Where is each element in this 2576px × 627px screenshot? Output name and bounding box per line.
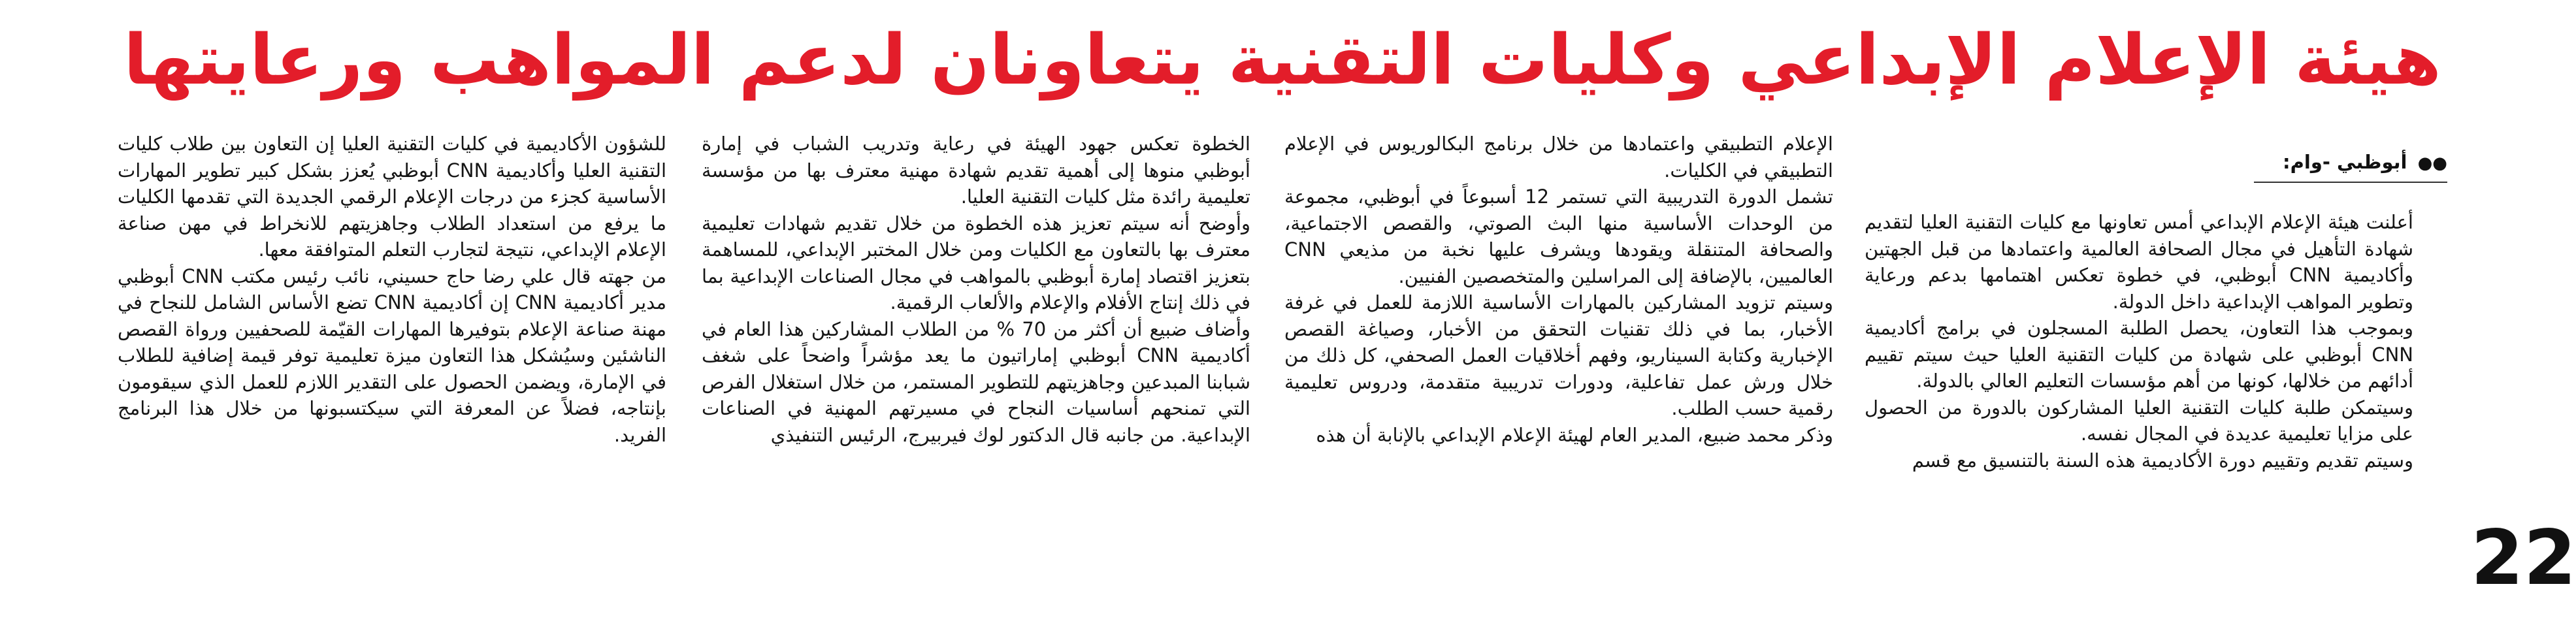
article-column-1 — [1865, 209, 2413, 627]
page-number: 22 — [2471, 514, 2576, 602]
paragraph: وسيتم تقديم وتقييم دورة الأكاديمية هذه السنة بالتنسيق مع قسم — [1912, 449, 2413, 472]
paragraph: وأضاف ضبيع أن أكثر من 70 % من الطلاب المشاركين هذا العام في أكاديمية CNN أبوظبي إماراتيون ما يعد مؤشراً واضحاً على شغف شبابنا المبدعين وجاهزيتهم للتطوير المستمر، من خلال استغلال الفرص التي تمنحهم أساسيات النجاح في مسيرتهم المهنية في الصناعات الإبداعية. من جانبه قال الدكتور لوك فيربيرج، الرئيس التنفيذي — [702, 317, 1250, 446]
article-column-3 — [702, 131, 1250, 549]
paragraph: وسيتم تزويد المشاركين بالمهارات الأساسية اللازمة للعمل في غرفة الأخبار، بما في ذلك تقنيات التحقق من الأخبار، وصياغة القصص الإخبارية وكتابة السيناريو، وفهم أخلاقيات العمل الصحفي، كل ذلك من خلال ورش عمل تفاعلية، ودورات تدريبية متقدمة، ودروس تعليمية رقمية حسب الطلب. — [1284, 291, 1833, 419]
article-column-4 — [118, 131, 666, 549]
paragraph: للشؤون الأكاديمية في كليات التقنية العليا إن التعاون بين طلاب كليات التقنية العليا وأكاديمية CNN أبوظبي يُعزز بشكل كبير تطوير المهارات الأساسية كجزء من درجات الإعلام الرقمي الجديدة التي تقدمها الكليات ما يرفع من استعداد الطلاب وجاهزيتهم للانخراط في مهن صناعة الإعلام الإبداعي، نتيجة لتجارب التعلم المتوافقة معها. — [118, 133, 667, 261]
paragraph: من جهته قال علي رضا حاج حسيني، نائب رئيس مكتب CNN أبوظبي مدير أكاديمية CNN إن أكاديمية CNN تضع الأساس الشامل للنجاح في مهنة صناعة الإعلام بتوفيرها المهارات القيّمة للصحفيين ورواة القصص الناشئين وسيُشكل هذا التعاون ميزة تعليمية توفر قيمة إضافية للطلاب في الإمارة، ويضمن الحصول على التقدير اللازم للعمل الذي سيقومون بإنتاجه، فضلاً عن المعرفة التي سيكتسبونها من خلال هذا البرنامج الفريد. — [118, 265, 666, 446]
article-column-2 — [1284, 131, 1833, 549]
paragraph: وأوضح أنه سيتم تعزيز هذه الخطوة من خلال تقديم شهادات تعليمية معترف بها بالتعاون مع الكليات ومن خلال المختبر الإبداعي، للمساهمة بتعزيز اقتصاد إمارة أبوظبي بالمواهب في مجال الصناعات الإبداعية بما في ذلك إنتاج الأفلام والإعلام والألعاب الرقمية. — [702, 212, 1250, 314]
paragraph: وبموجب هذا التعاون، يحصل الطلبة المسجلون في برامج أكاديمية CNN أبوظبي على شهادة من كليات التقنية العليا حيث سيتم تقييم أدائهم من خلالها، كونها من أهم مؤسسات التعليم العالي بالدولة. — [1865, 317, 2413, 392]
dateline-text: أبوظبي -وام: — [2283, 151, 2407, 173]
paragraph: وذكر محمد ضبيع، المدير العام لهيئة الإعلام الإبداعي بالإنابة أن هذه — [1316, 423, 1833, 446]
paragraph: الخطوة تعكس جهود الهيئة في رعاية وتدريب الشباب في إمارة أبوظبي منوها إلى أهمية تقديم شهادة مهنية معترف بها من مؤسسة تعليمية رائدة مثل كليات التقنية العليا. — [702, 133, 1250, 208]
paragraph: تشمل الدورة التدريبية التي تستمر 12 أسبوعاً في أبوظبي، مجموعة من الوحدات الأساسية منها البث الصوتي، والقصص الاجتماعية، والصحافة المتنقلة ويقودها ويشرف عليها نخبة من مذيعي CNN العالميين، بالإضافة إلى المراسلين والمتخصصين الفنيين. — [1284, 185, 1833, 287]
article-dateline — [2254, 149, 2447, 183]
paragraph: وسيتمكن طلبة كليات التقنية العليا المشاركون بالدورة من الحصول على مزايا تعليمية عديدة في المجال نفسه. — [1865, 396, 2413, 445]
paragraph: الإعلام التطبيقي واعتمادها من خلال برنامج البكالوريوس في الإعلام التطبيقي في الكليات. — [1284, 133, 1833, 182]
paragraph: أعلنت هيئة الإعلام الإبداعي أمس تعاونها مع كليات التقنية العليا لتقديم شهادة التأهيل في مجال الصحافة العالمية واعتمادها من قبل الجهتين وأكاديمية CNN أبوظبي، في خطوة تعكس اهتمامها بدعم ورعاية وتطوير المواهب الإبداعية داخل الدولة. — [1865, 211, 2413, 313]
bullet-marker: ●● — [2417, 153, 2447, 173]
article-headline: هيئة الإعلام الإبداعي وكليات التقنية يتعاونان لدعم المواهب ورعايتها — [123, 20, 2441, 100]
